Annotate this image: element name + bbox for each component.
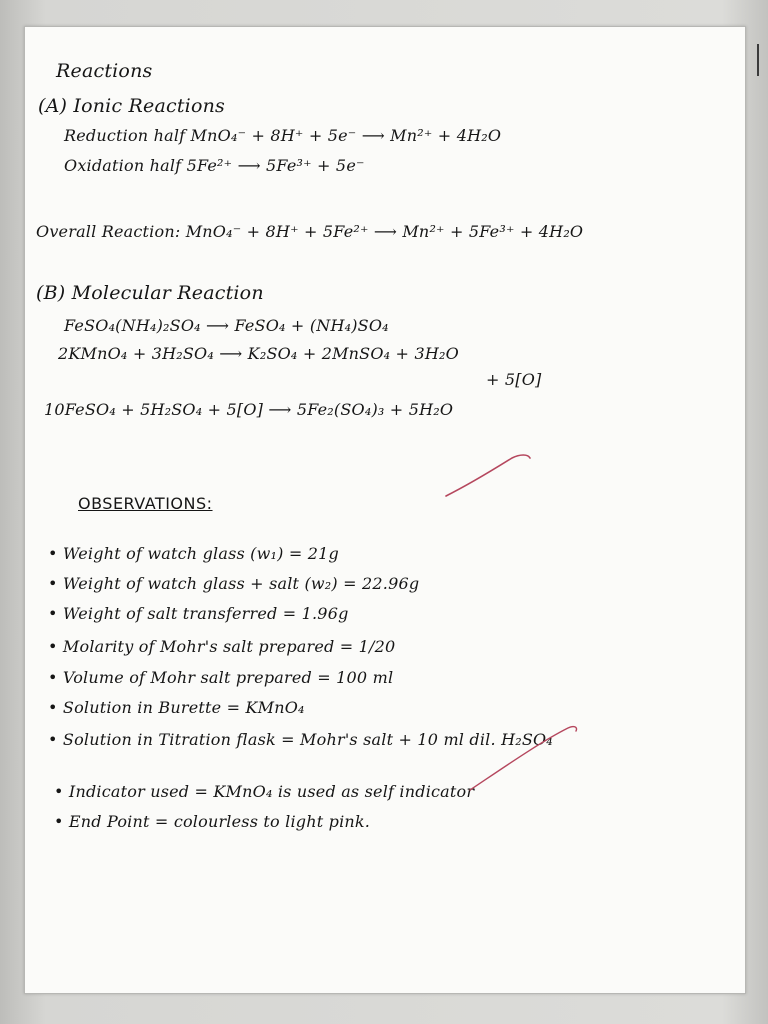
observation-item: • Solution in Burette = KMnO₄ [48, 698, 305, 717]
observation-item: • Volume of Mohr salt prepared = 100 ml [48, 668, 394, 687]
observations-heading: OBSERVATIONS: [78, 494, 213, 513]
ionic-reactions-heading: (A) Ionic Reactions [38, 95, 225, 117]
molecular-equation-2: 2KMnO₄ + 3H₂SO₄ ⟶ K₂SO₄ + 2MnSO₄ + 3H₂O [58, 344, 459, 363]
molecular-reaction-heading: (B) Molecular Reaction [36, 282, 264, 304]
observation-item: • Solution in Titration flask = Mohr's salt + 10 ml dil. H₂SO₄ [48, 730, 553, 749]
section-title-reactions: Reactions [56, 60, 153, 82]
observation-item: • Indicator used = KMnO₄ is used as self indicator [54, 782, 475, 801]
molecular-equation-3: 10FeSO₄ + 5H₂SO₄ + 5[O] ⟶ 5Fe₂(SO₄)₃ + 5H₂O [44, 400, 454, 419]
binder-mark [757, 44, 759, 76]
overall-reaction-equation: Overall Reaction: MnO₄⁻ + 8H⁺ + 5Fe²⁺ ⟶ Mn²⁺ + 5Fe³⁺ + 4H₂O [36, 222, 584, 241]
reduction-half-equation: Reduction half MnO₄⁻ + 8H⁺ + 5e⁻ ⟶ Mn²⁺ + 4H₂O [64, 126, 502, 145]
observation-item: • Weight of watch glass (w₁) = 21g [48, 544, 339, 563]
molecular-equation-1: FeSO₄(NH₄)₂SO₄ ⟶ FeSO₄ + (NH₄)SO₄ [64, 316, 389, 335]
molecular-equation-2-continued: + 5[O] [486, 370, 542, 389]
observation-item: • Weight of salt transferred = 1.96g [48, 604, 349, 623]
observation-item: • Weight of watch glass + salt (w₂) = 22.96g [48, 574, 420, 593]
observation-item: • End Point = colourless to light pink. [54, 812, 371, 831]
oxidation-half-equation: Oxidation half 5Fe²⁺ ⟶ 5Fe³⁺ + 5e⁻ [64, 156, 365, 175]
observation-item: • Molarity of Mohr's salt prepared = 1/20 [48, 637, 396, 656]
